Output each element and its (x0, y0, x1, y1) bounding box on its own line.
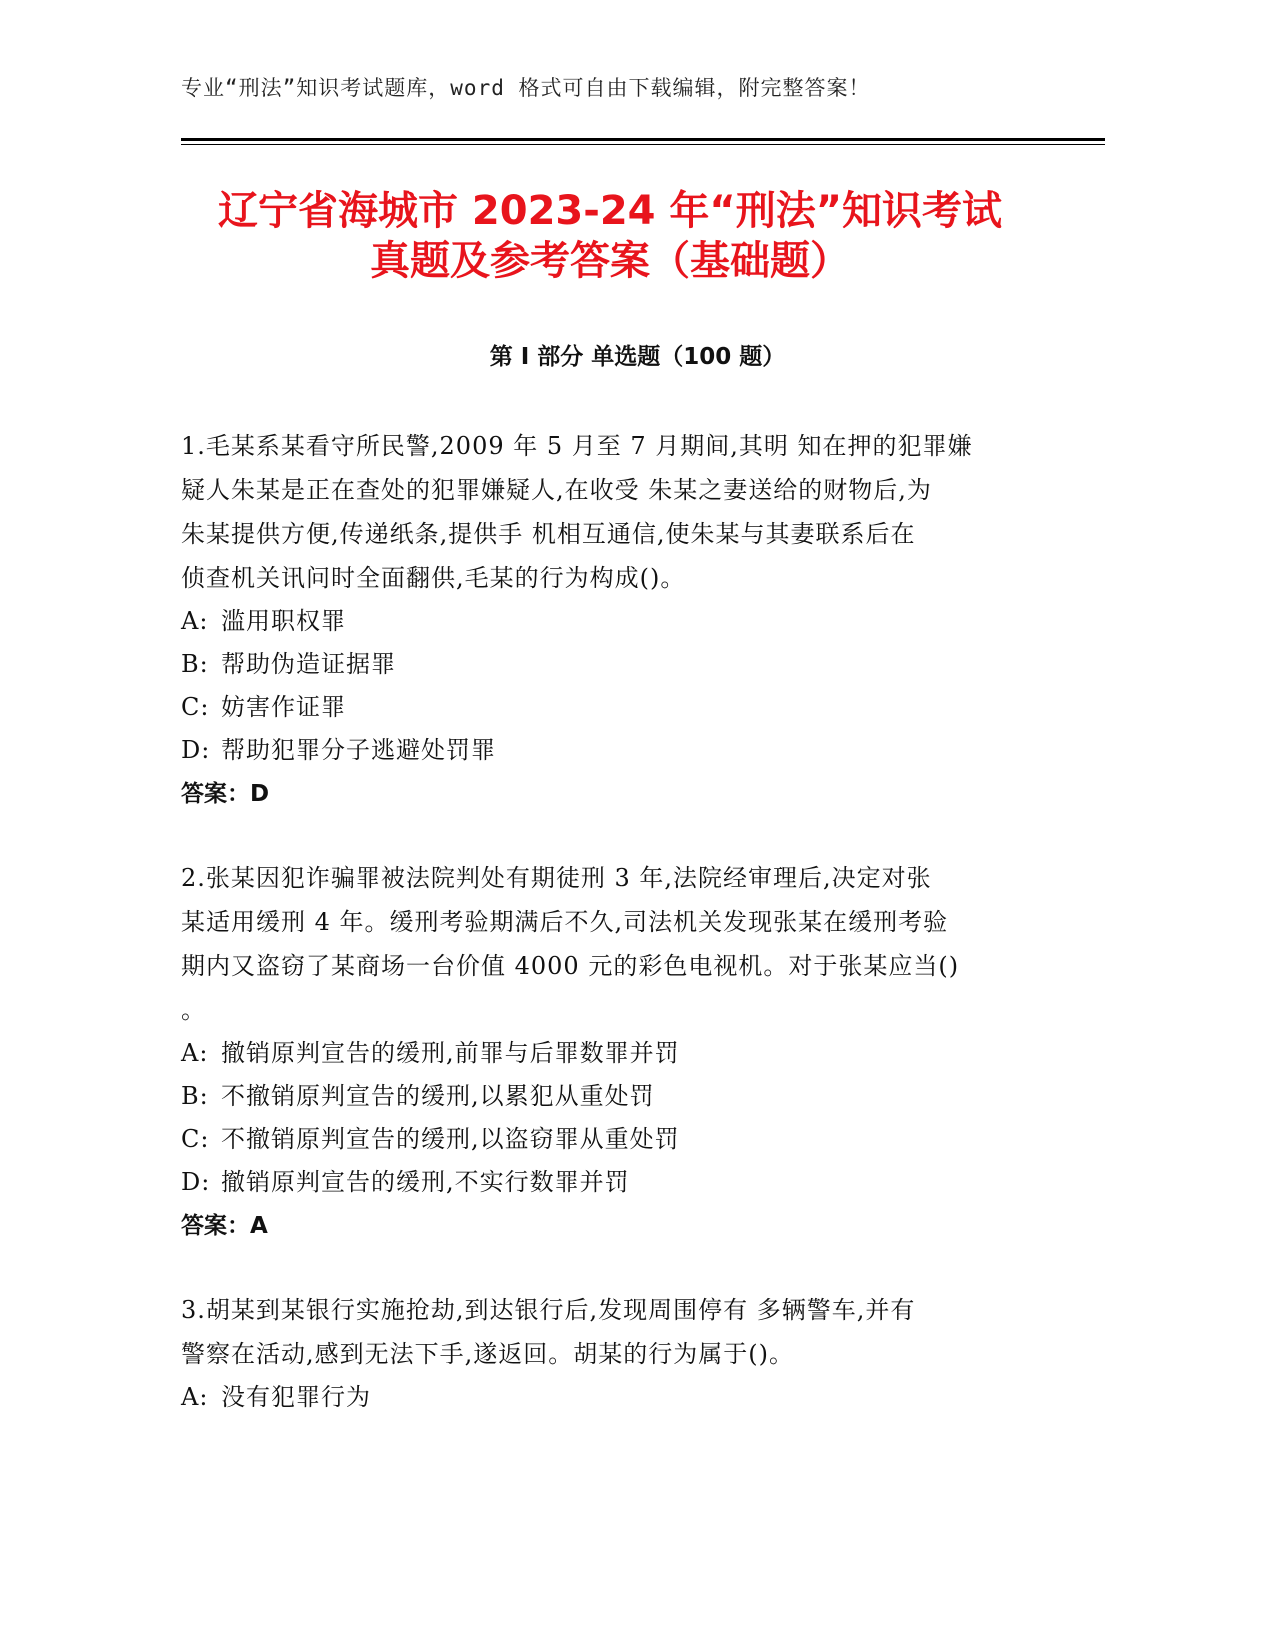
option-text: 不撤销原判宣告的缓刑,以盗窃罪从重处罚 (221, 1125, 680, 1153)
answer-line: 答案：D (181, 781, 270, 807)
option-a (181, 1376, 1041, 1419)
option-d (181, 1161, 1041, 1204)
option-key: C: (181, 693, 210, 721)
answer-line: 答案：A (181, 1213, 268, 1239)
option-text: 没有犯罪行为 (221, 1383, 371, 1411)
option-b (181, 1075, 1041, 1118)
option-key: B: (181, 650, 209, 678)
option-key: D: (181, 736, 211, 764)
option-c (181, 1118, 1041, 1161)
option-d (181, 729, 1041, 772)
option-text: 撤销原判宣告的缓刑,不实行数罪并罚 (221, 1168, 630, 1196)
question-2 (181, 856, 1041, 1248)
option-key: A: (181, 607, 209, 635)
question-stem-line: 侦查机关讯问时全面翻供,毛某的行为构成()。 (181, 564, 686, 592)
header-divider-thick (181, 138, 1105, 141)
question-stem-line: 1.毛某系某看守所民警,2009 年 5 月至 7 月期间,其明 知在押的犯罪嫌 (181, 432, 973, 460)
option-text: 帮助犯罪分子逃避处罚罪 (221, 736, 496, 764)
question-stem-line: 警察在活动,感到无法下手,遂返回。胡某的行为属于()。 (181, 1340, 794, 1368)
option-a (181, 1032, 1041, 1075)
question-stem-line: 期内又盗窃了某商场一台价值 4000 元的彩色电视机。对于张某应当() (181, 952, 960, 980)
option-text: 帮助伪造证据罪 (221, 650, 396, 678)
option-key: B: (181, 1082, 209, 1110)
question-stem-line: 朱某提供方便,传递纸条,提供手 机相互通信,使朱某与其妻联系后在 (181, 520, 916, 548)
question-stem-line: 3.胡某到某银行实施抢劫,到达银行后,发现周围停有 多辆警车,并有 (181, 1296, 916, 1324)
option-b (181, 643, 1041, 686)
option-c (181, 686, 1041, 729)
document-title-line-1: 辽宁省海城市 2023-24 年“刑法”知识考试 (217, 188, 1003, 234)
option-text: 妨害作证罪 (221, 693, 346, 721)
option-text: 滥用职权罪 (221, 607, 346, 635)
question-stem-line: 某适用缓刑 4 年。缓刑考验期满后不久,司法机关发现张某在缓刑考验 (181, 908, 949, 936)
document-title (160, 186, 1060, 286)
question-stem-line: 。 (181, 996, 206, 1024)
option-text: 不撤销原判宣告的缓刑,以累犯从重处罚 (221, 1082, 655, 1110)
header-divider-thin (181, 144, 1105, 145)
option-a (181, 600, 1041, 643)
question-1 (181, 424, 1041, 816)
header-note: 专业“刑法”知识考试题库，word 格式可自由下载编辑，附完整答案！ (181, 76, 871, 100)
option-text: 撤销原判宣告的缓刑,前罪与后罪数罪并罚 (221, 1039, 680, 1067)
option-key: A: (181, 1383, 209, 1411)
document-title-line-2: 真题及参考答案（基础题） (370, 238, 850, 284)
option-key: C: (181, 1125, 210, 1153)
question-stem-line: 疑人朱某是正在查处的犯罪嫌疑人,在收受 朱某之妻送给的财物后,为 (181, 476, 932, 504)
question-3 (181, 1288, 1041, 1419)
option-key: A: (181, 1039, 209, 1067)
option-key: D: (181, 1168, 211, 1196)
question-list (181, 424, 1041, 1459)
question-stem-line: 2.张某因犯诈骗罪被法院判处有期徒刑 3 年,法院经审理后,决定对张 (181, 864, 932, 892)
section-heading: 第 I 部分 单选题（100 题） (489, 344, 786, 370)
